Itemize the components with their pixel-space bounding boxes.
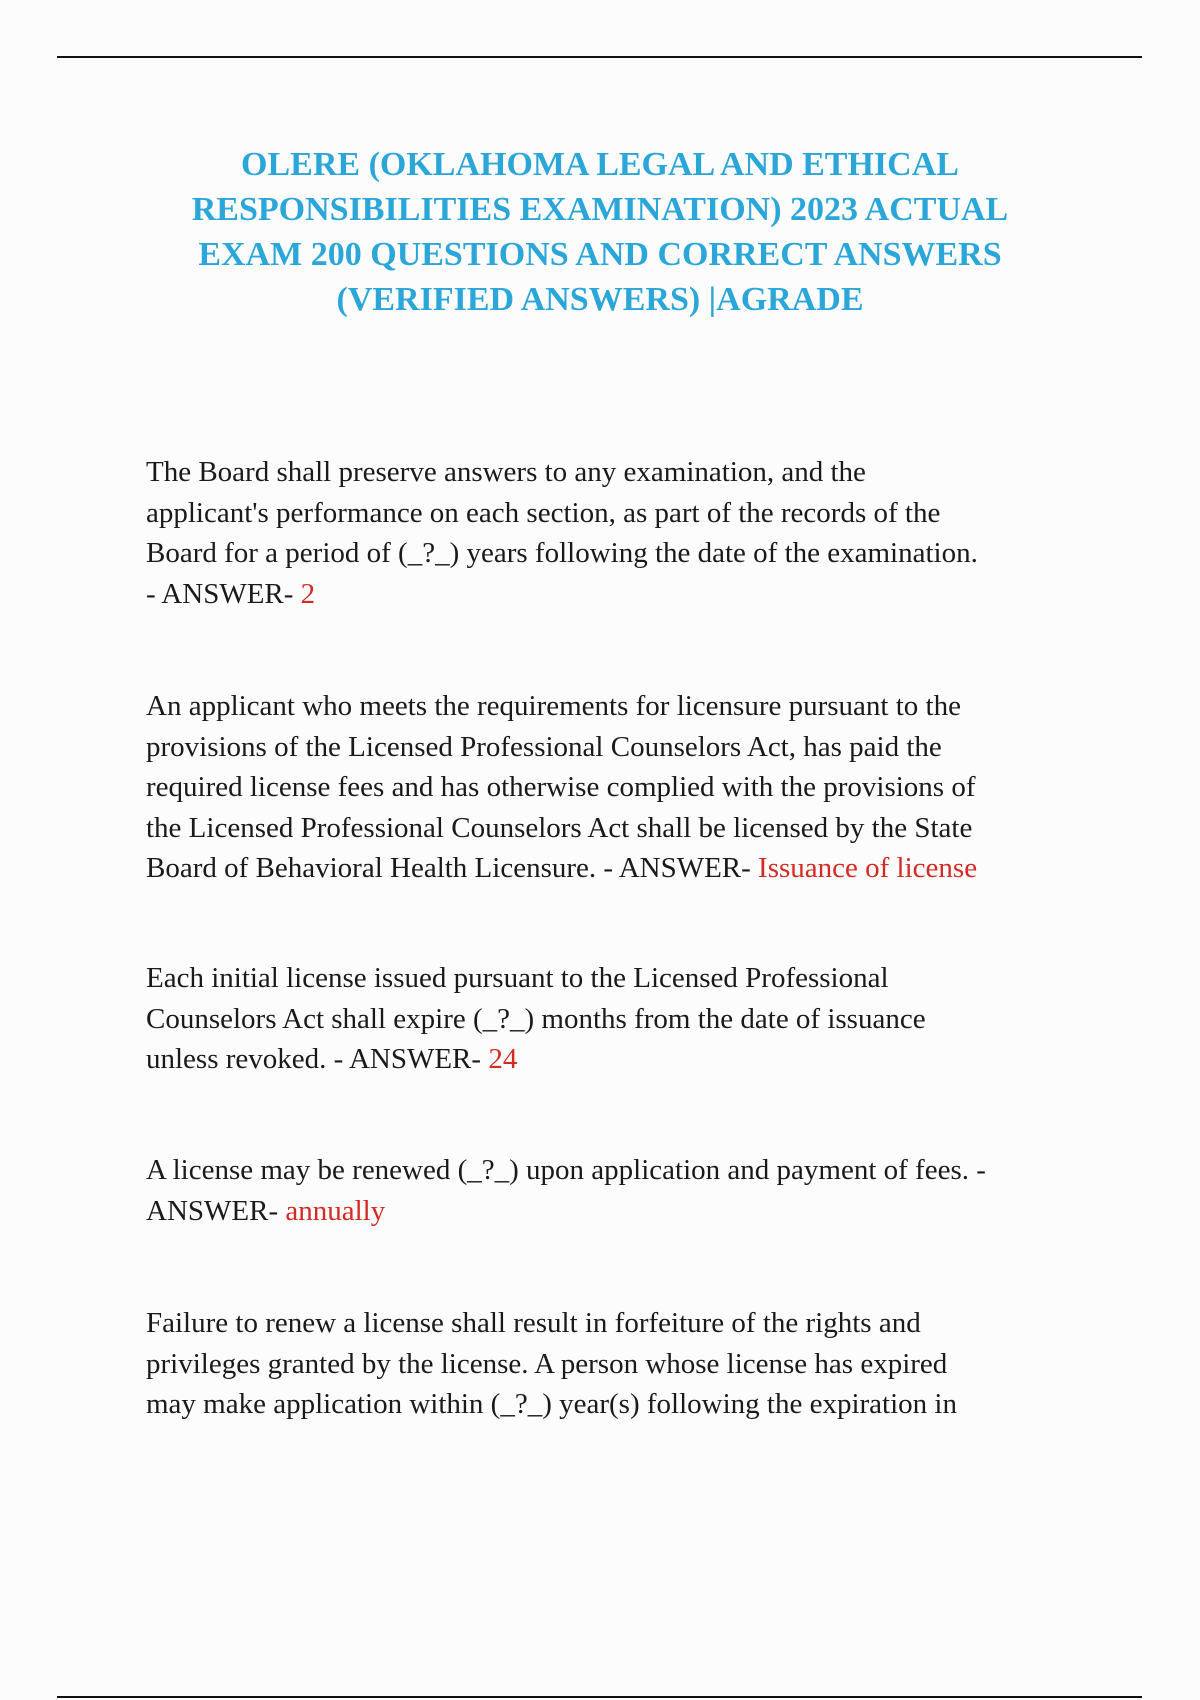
question-text: A license may be renewed (_?_) upon application and payment of fees. -	[146, 1154, 986, 1186]
title-line: RESPONSIBILITIES EXAMINATION) 2023 ACTUAL	[191, 191, 1009, 228]
answer-label: ANSWER-	[146, 1194, 286, 1227]
title-line: EXAM 200 QUESTIONS AND CORRECT ANSWERS	[198, 236, 1002, 273]
answer-label: - ANSWER-	[146, 577, 301, 610]
bottom-rule	[57, 1696, 1142, 1698]
question-text: Failure to renew a license shall result in forfeiture of the rights and	[146, 1307, 921, 1339]
top-rule	[57, 56, 1142, 58]
answer-line	[146, 848, 1086, 889]
question-block	[146, 686, 1086, 889]
answer-value: 2	[300, 577, 316, 610]
document-title	[100, 142, 1100, 322]
question-block	[146, 1150, 1086, 1231]
question-text: may make application within (_?_) year(s) following the expiration in	[146, 1388, 957, 1420]
question-text: The Board shall preserve answers to any examination, and the	[146, 456, 866, 488]
title-line: (VERIFIED ANSWERS) |AGRADE	[336, 281, 864, 318]
title-line: OLERE (OKLAHOMA LEGAL AND ETHICAL	[241, 146, 959, 183]
answer-value: Issuance of license	[758, 852, 978, 884]
question-text: provisions of the Licensed Professional Counselors Act, has paid the	[146, 730, 942, 763]
answer-value: 24	[488, 1043, 518, 1075]
question-block	[146, 1303, 1086, 1425]
question-text: privileges granted by the license. A person whose license has expired	[146, 1347, 948, 1380]
question-text: the Licensed Professional Counselors Act shall be licensed by the State	[146, 811, 973, 844]
question-text: Board for a period of (_?_) years following the date of the examination.	[146, 537, 978, 569]
question-text: applicant's performance on each section, as part of the records of the	[146, 496, 941, 529]
answer-value: annually	[285, 1194, 386, 1227]
answer-line	[146, 1039, 1086, 1080]
answer-label: unless revoked. - ANSWER-	[146, 1043, 489, 1075]
question-block	[146, 958, 1086, 1080]
answer-label: Board of Behavioral Health Licensure. - ANSWER-	[146, 852, 759, 884]
question-text: An applicant who meets the requirements for licensure pursuant to the	[146, 690, 961, 722]
question-text: Counselors Act shall expire (_?_) months from the date of issuance	[146, 1002, 926, 1035]
answer-line	[146, 574, 1086, 615]
answer-line	[146, 1191, 1086, 1232]
question-text: required license fees and has otherwise complied with the provisions of	[146, 771, 976, 803]
question-block	[146, 452, 1086, 614]
question-text: Each initial license issued pursuant to the Licensed Professional	[146, 962, 889, 994]
